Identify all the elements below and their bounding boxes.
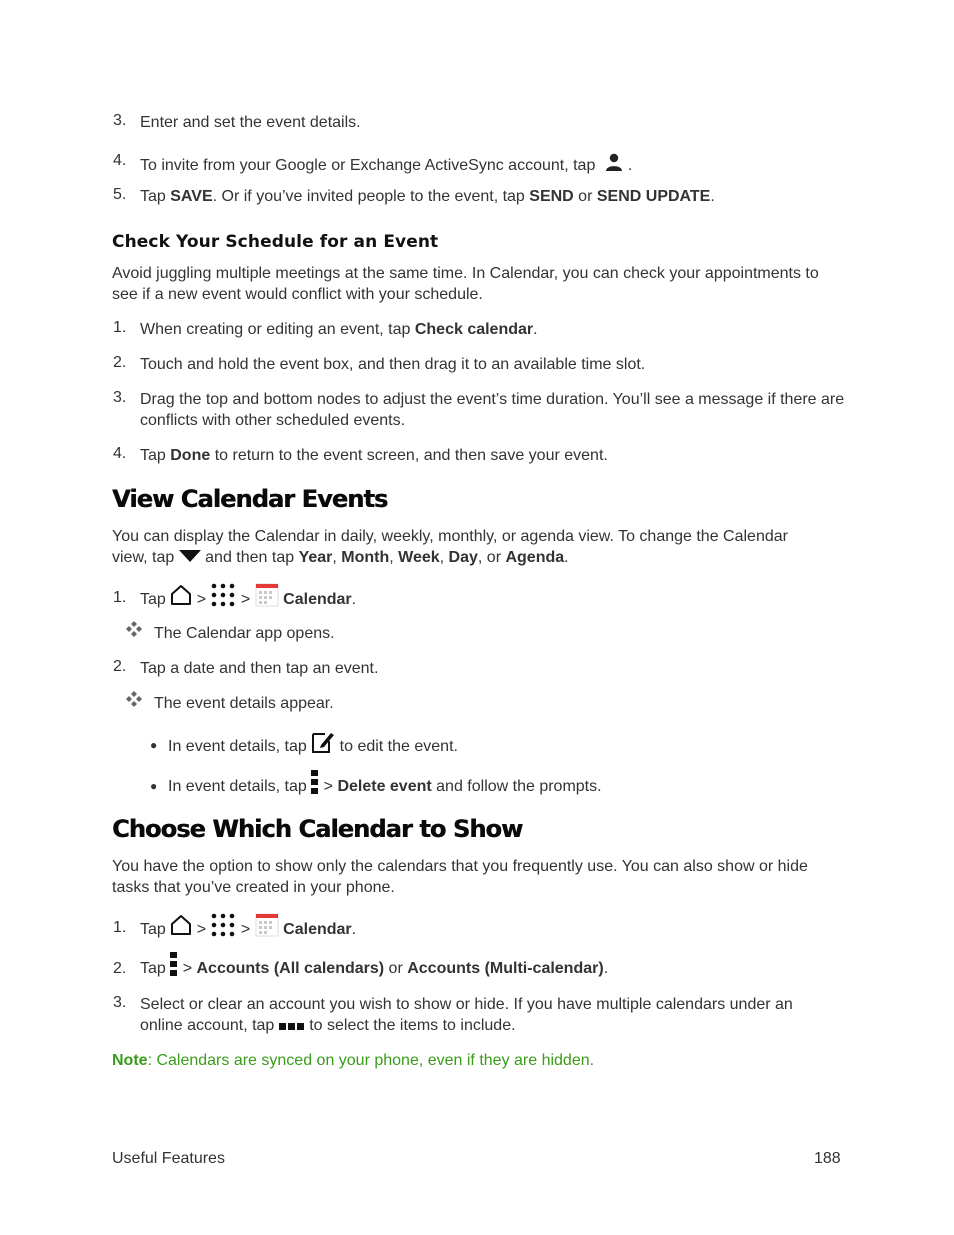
person-icon <box>604 152 624 172</box>
step-text: Drag the top and bottom nodes to adjust the event’s time duration. You’ll see a message if there are conflicts with other scheduled events. <box>140 391 845 429</box>
period: . <box>603 960 609 977</box>
post: to select the items to include. <box>304 1017 516 1034</box>
pre: Tap <box>140 447 171 464</box>
home-icon <box>170 914 192 936</box>
intro-line-a: You can display the Calendar in daily, weekly, monthly, or agenda view. To change the Calendar <box>112 528 788 545</box>
step-text <box>140 445 854 466</box>
step-number: 3. <box>113 112 127 129</box>
line1: Select or clear an account you wish to show or hide. If you have multiple calendars under an <box>140 996 793 1013</box>
tap: Tap <box>140 960 171 977</box>
step-text: Enter and set the event details. <box>140 114 361 131</box>
step-number: 1. <box>113 919 127 936</box>
save-label: SAVE <box>170 188 213 205</box>
step-number: 2. <box>113 658 127 675</box>
more-horizontal-icon <box>279 1021 305 1031</box>
page-number: 188 <box>814 1150 841 1167</box>
t2: . Or if you’ve invited people to the event, tap <box>212 188 530 205</box>
note <box>112 1050 594 1071</box>
apps-grid-icon <box>210 912 236 938</box>
note-label: Note <box>112 1052 148 1069</box>
step-number: 3. <box>113 389 127 406</box>
sep: , or <box>477 549 506 566</box>
calendar-app-icon <box>255 583 279 607</box>
step-number: 5. <box>113 186 127 203</box>
sep: , <box>389 549 399 566</box>
result-diamond-icon <box>125 620 143 638</box>
result-text: The Calendar app opens. <box>154 625 335 642</box>
post: to return to the event screen, and then save your event. <box>210 447 608 464</box>
section-heading: Check Your Schedule for an Event <box>112 232 439 252</box>
step-text <box>140 319 854 340</box>
step-number: 2. <box>113 960 127 977</box>
step-text <box>140 582 854 615</box>
period: . <box>351 591 357 608</box>
or: or <box>384 960 408 977</box>
section-heading: Choose Which Calendar to Show <box>112 815 523 843</box>
pre: When creating or editing an event, tap <box>140 321 415 338</box>
send-update-label: SEND UPDATE <box>596 188 711 205</box>
bullet-dot: ● <box>150 779 158 793</box>
gt: > <box>192 921 211 938</box>
bullet-text <box>168 730 458 762</box>
step-text <box>140 152 854 176</box>
section-intro: Avoid juggling multiple meetings at the same time. In Calendar, you can check your appointments to see if a new event would conflict with your schedule. <box>112 265 819 303</box>
tap: Tap <box>140 921 171 938</box>
gt: > <box>319 778 338 795</box>
section-heading: View Calendar Events <box>112 485 388 513</box>
intro-b1: view, tap <box>112 549 179 566</box>
calendar-label: Calendar <box>283 921 352 938</box>
delete-event-label: Delete event <box>337 778 432 795</box>
step-number: 1. <box>113 589 127 606</box>
send-label: SEND <box>529 188 574 205</box>
gt: > <box>178 960 197 977</box>
week-label: Week <box>398 549 440 566</box>
dropdown-triangle-icon <box>179 550 201 562</box>
calendar-label: Calendar <box>283 591 352 608</box>
gt: > <box>236 921 255 938</box>
footer-section: Useful Features <box>112 1150 225 1167</box>
t1: Tap <box>140 188 171 205</box>
step-text <box>140 994 854 1036</box>
accounts-all-label: Accounts (All calendars) <box>196 960 385 977</box>
step-number: 4. <box>113 445 127 462</box>
done-label: Done <box>170 447 211 464</box>
step-number: 4. <box>113 152 127 169</box>
month-label: Month <box>341 549 390 566</box>
bullet-text <box>168 770 602 802</box>
step-text <box>140 912 854 945</box>
step-text <box>140 186 854 207</box>
gt: > <box>192 591 211 608</box>
agenda-label: Agenda <box>505 549 565 566</box>
step-text-pre: To invite from your Google or Exchange ActiveSync account, tap <box>140 157 600 174</box>
post: to edit the event. <box>335 738 458 755</box>
t4: . <box>710 188 715 205</box>
t3: or <box>573 188 597 205</box>
intro-b2: and then tap <box>200 549 299 566</box>
post: . <box>533 321 538 338</box>
period: . <box>351 921 357 938</box>
step-text-post: . <box>627 157 633 174</box>
step-number: 3. <box>113 994 127 1011</box>
step-number: 2. <box>113 354 127 371</box>
apps-grid-icon <box>210 582 236 608</box>
tap: Tap <box>140 591 171 608</box>
menu-vertical-icon <box>311 770 319 794</box>
pre: In event details, tap <box>168 738 312 755</box>
step-text: Touch and hold the event box, and then drag it to an available time slot. <box>140 356 646 373</box>
section-intro <box>112 526 844 568</box>
note-text: : Calendars are synced on your phone, even if they are hidden. <box>147 1052 595 1069</box>
edit-icon <box>311 730 335 754</box>
result-diamond-icon <box>125 690 143 708</box>
step-text: Tap a date and then tap an event. <box>140 660 379 677</box>
sep: . <box>564 549 569 566</box>
pre: In event details, tap <box>168 778 312 795</box>
result-text: The event details appear. <box>154 695 334 712</box>
year-label: Year <box>298 549 333 566</box>
accounts-multi-label: Accounts (Multi-calendar) <box>407 960 604 977</box>
sep: , <box>439 549 449 566</box>
step-number: 1. <box>113 319 127 336</box>
sep: , <box>332 549 342 566</box>
check-calendar-label: Check calendar <box>414 321 534 338</box>
post: and follow the prompts. <box>431 778 602 795</box>
calendar-app-icon <box>255 913 279 937</box>
step-text <box>140 952 854 984</box>
home-icon <box>170 584 192 606</box>
section-intro: You have the option to show only the calendars that you frequently use. You can also show or hide tasks that you’ve created in your phone. <box>112 858 808 896</box>
gt: > <box>236 591 255 608</box>
bullet-dot: ● <box>150 738 158 752</box>
day-label: Day <box>448 549 478 566</box>
pre: online account, tap <box>140 1017 279 1034</box>
